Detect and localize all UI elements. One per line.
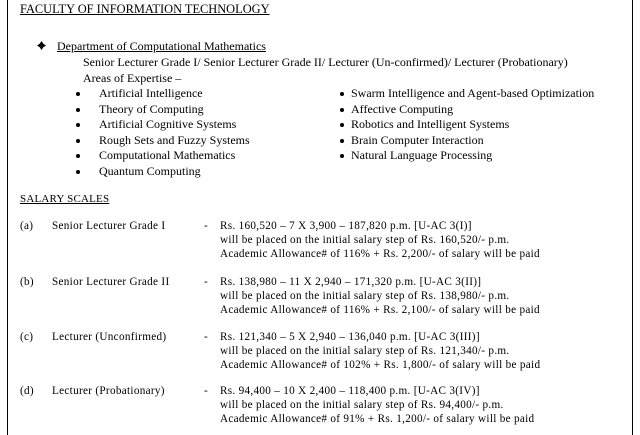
bullet-icon xyxy=(76,108,80,112)
scale-range: Rs. 121,340 – 5 X 2,940 – 136,040 p.m. [U-AC 3(III)] xyxy=(220,331,480,343)
list-item: Affective Computing xyxy=(351,102,454,116)
department-posts: Senior Lecturer Grade I/ Senior Lecturer Grade II/ Lecturer (Un-confirmed)/ Lecturer (Probationary) xyxy=(83,55,568,69)
scale-post: Senior Lecturer Grade II xyxy=(52,276,170,288)
scale-post: Lecturer (Probationary) xyxy=(52,385,165,397)
scale-range: Rs. 160,520 – 7 X 3,900 – 187,820 p.m. [U-AC 3(I)] xyxy=(220,220,472,232)
list-item: Artificial Intelligence xyxy=(99,86,203,100)
scale-allowance: Academic Allowance# of 116% + Rs. 2,100/- of salary will be paid xyxy=(220,304,540,316)
bullet-icon xyxy=(76,123,80,127)
bullet-icon xyxy=(340,92,344,96)
scale-post: Lecturer (Unconfirmed) xyxy=(52,331,167,343)
bullet-icon xyxy=(340,139,344,143)
list-item: Brain Computer Interaction xyxy=(351,133,484,147)
scale-initial-step: will be placed on the initial salary step of Rs. 138,980/- p.m. xyxy=(220,290,510,302)
scale-post: Senior Lecturer Grade I xyxy=(52,220,166,232)
scale-dash: - xyxy=(204,220,209,232)
scale-initial-step: will be placed on the initial salary step of Rs. 121,340/- p.m. xyxy=(220,345,510,357)
scale-label: (d) xyxy=(20,385,34,397)
scale-range: Rs. 94,400 – 10 X 2,400 – 118,400 p.m. [U-AC 3(IV)] xyxy=(220,385,480,397)
bullet-icon xyxy=(76,170,80,174)
list-item: Robotics and Intelligent Systems xyxy=(351,117,510,131)
scale-label: (a) xyxy=(20,220,34,232)
page-border-right xyxy=(632,0,633,435)
scale-dash: - xyxy=(204,276,209,288)
list-item: Natural Language Processing xyxy=(351,148,493,162)
expertise-label: Areas of Expertise – xyxy=(83,71,182,85)
scale-initial-step: will be placed on the initial salary step of Rs. 94,400/- p.m. xyxy=(220,399,504,411)
list-item: Rough Sets and Fuzzy Systems xyxy=(99,133,250,147)
scale-allowance: Academic Allowance# of 102% + Rs. 1,800/- of salary will be paid xyxy=(220,359,541,371)
scale-label: (c) xyxy=(20,331,34,343)
bullet-icon xyxy=(76,139,80,143)
page-border-left xyxy=(7,0,8,435)
scale-initial-step: will be placed on the initial salary step of Rs. 160,520/- p.m. xyxy=(220,234,510,246)
list-item: Swarm Intelligence and Agent-based Optimization xyxy=(351,86,595,100)
bullet-icon xyxy=(76,154,80,158)
department-title: Department of Computational Mathematics xyxy=(57,39,266,53)
scale-allowance: Academic Allowance# of 116% + Rs. 2,200/- of salary will be paid xyxy=(220,248,540,260)
scale-range: Rs. 138,980 – 11 X 2,940 – 171,320 p.m. [U-AC 3(II)] xyxy=(220,276,482,288)
list-item: Quantum Computing xyxy=(99,164,201,178)
list-item: Artificial Cognitive Systems xyxy=(99,117,237,131)
bullet-icon xyxy=(340,108,344,112)
scale-dash: - xyxy=(204,385,209,397)
list-item: Computational Mathematics xyxy=(99,148,236,162)
faculty-heading: FACULTY OF INFORMATION TECHNOLOGY xyxy=(20,2,270,16)
list-item: Theory of Computing xyxy=(99,102,204,116)
bullet-icon xyxy=(76,92,80,96)
scale-allowance: Academic Allowance# of 91% + Rs. 1,200/- of salary will be paid xyxy=(220,413,535,425)
scale-dash: - xyxy=(204,331,209,343)
bullet-icon xyxy=(340,123,344,127)
salary-heading: SALARY SCALES xyxy=(20,193,110,205)
diamond-bullet-icon xyxy=(37,41,46,50)
scale-label: (b) xyxy=(20,276,34,288)
bullet-icon xyxy=(340,154,344,158)
